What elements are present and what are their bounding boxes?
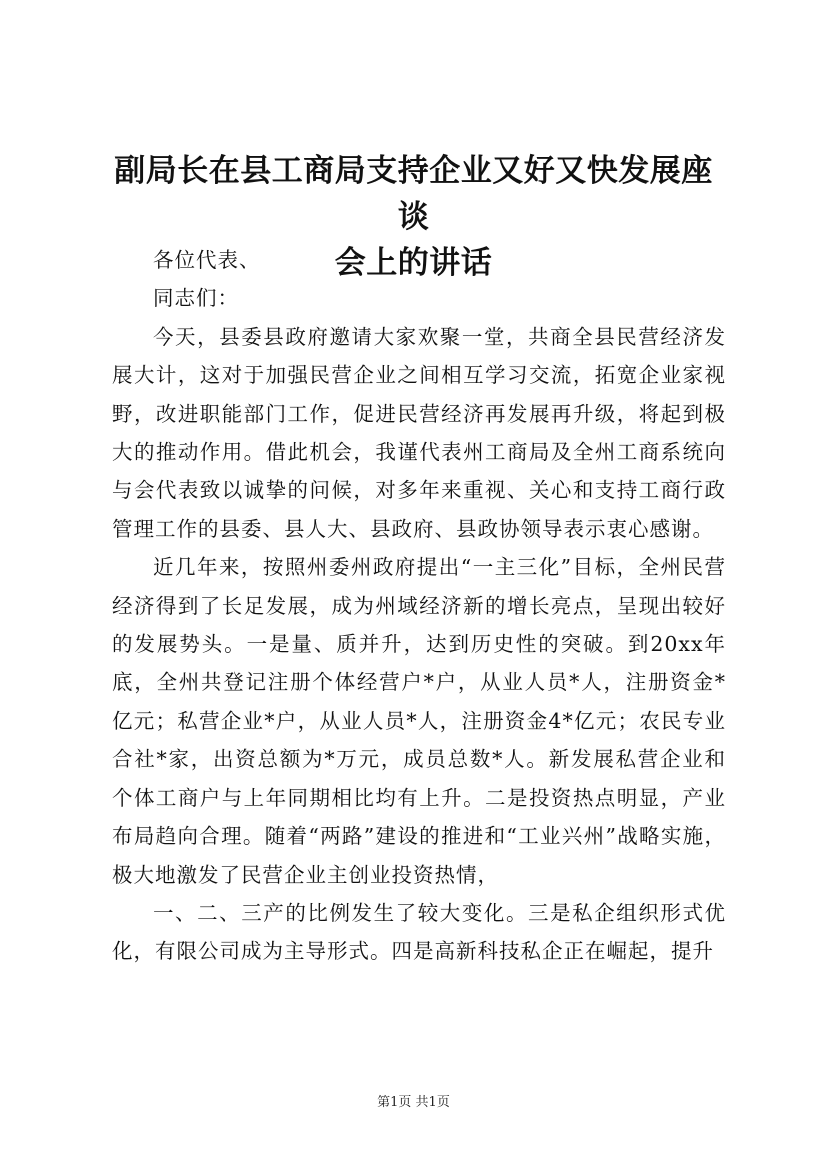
- body-paragraph: 今天，县委县政府邀请大家欢聚一堂，共商全县民营经济发展大计，这对于加强民营企业之间相互学习交流，拓宽企业家视野，改进职能部门工作，促进民营经济再发展再升级，将起到极大的推动作用。借此机会，我谨代表州工商局及全州工商系统向与会代表致以诚挚的问候，对多年来重视、关心和支持工商行政管理工作的县委、县人大、县政府、县政协领导表示衷心感谢。: [112, 324, 726, 541]
- body-paragraph: 一、二、三产的比例发生了较大变化。三是私企组织形式优化，有限公司成为主导形式。四是高新科技私企正在崛起，提升: [112, 900, 726, 964]
- document-body: [112, 241, 726, 971]
- page-number-footer: 第1页 共1页: [377, 1095, 450, 1110]
- title-line-2: 会上的讲话: [334, 245, 493, 281]
- body-paragraph: 近几年来，按照州委州政府提出“一主三化”目标，全州民营经济得到了长足发展，成为州域经济新的增长亮点，呈现出较好的发展势头。一是量、质并升，达到历史性的突破。到20xx年底，全州共登记注册个体经营户*户，从业人员*人，注册资金*亿元；私营企业*户，从业人员*人，注册资金4*亿元；农民专业合社*家，出资总额为*万元，成员总数*人。新发展私营企业和个体工商户与上年同期相比均有上升。二是投资热点明显，产业布局趋向合理。随着“两路”建设的推进和“工业兴州”战略实施，极大地激发了民营企业主创业投资热情，: [112, 555, 726, 887]
- title-line-1: 副局长在县工商局支持企业又好又快发展座谈: [114, 153, 713, 235]
- salutation-line: 各位代表、: [153, 248, 261, 272]
- salutation-line: 同志们：: [153, 286, 239, 311]
